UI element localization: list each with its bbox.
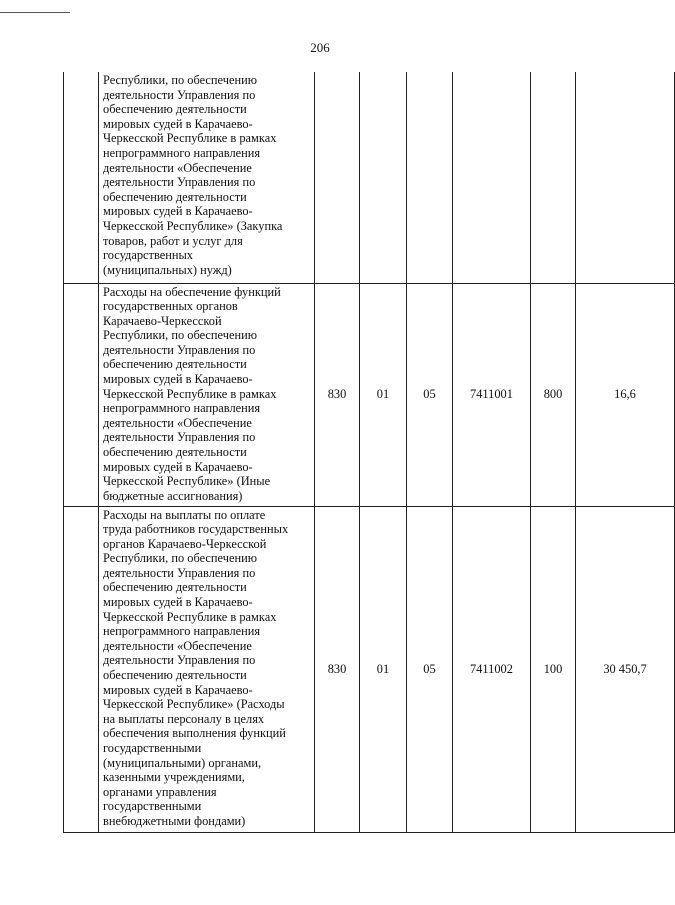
table-row xyxy=(64,506,675,832)
row-number-cell xyxy=(64,283,99,506)
table-row xyxy=(64,283,675,506)
expense-name-cell xyxy=(99,283,315,506)
subsection-code-cell xyxy=(407,72,453,283)
page-number: 206 xyxy=(310,40,330,55)
expense-name: Республики, по обеспечению деятельности Управления по обеспечению деятельности мировых судей в Карачаево- Черкесской Республике в рамках непрограммного направления деятельности «Обеспечение деятельности Управления по обеспечению деятельности мировых судей в Карачаево- Черкесской Республике» (Закупка товаров, работ и услуг для государственных (муниципальных) нужд) xyxy=(103,73,283,277)
admin-code-cell: 830 xyxy=(315,506,360,832)
subsection-code-cell: 05 xyxy=(407,283,453,506)
expense-name-cell xyxy=(99,72,315,283)
corner-rule xyxy=(0,12,70,13)
amount-cell: 30 450,7 xyxy=(576,506,675,832)
expense-name: Расходы на обеспечение функций государственных органов Карачаево-Черкесской Республики, по обеспечению деятельности Управления по обеспечению деятельности мировых судей в Карачаево- Черкесской Республике в рамках непрограммного направления деятельности «Обеспечение деятельности Управления по обеспечению деятельности мировых судей в Карачаево- Черкесской Республике» (Иные бюджетные ассигнования) xyxy=(103,284,281,503)
target-article-cell: 7411001 xyxy=(453,283,531,506)
expense-type-cell: 800 xyxy=(531,283,576,506)
expense-type-cell: 100 xyxy=(531,506,576,832)
expense-name: Расходы на выплаты по оплате труда работников государственных органов Карачаево-Черкесской Республики, по обеспечению деятельности Управления по обеспечению деятельности мировых судей в Карачаево- Черкесской Республике в рамках непрограммного направления деятельности «Обеспечение деятельности Управления по обеспечению деятельности мировых судей в Карачаево- Черкесской Республике» (Расходы на выплаты персоналу в целях обеспечения выполнения функций государственными (муниципальными) органами, казенными учреждениями, органами управления государственными внебюджетными фондами) xyxy=(103,507,289,828)
expense-name-cell xyxy=(99,506,315,832)
admin-code-cell: 830 xyxy=(315,283,360,506)
row-number-cell xyxy=(64,506,99,832)
section-code-cell: 01 xyxy=(360,283,407,506)
row-number-cell xyxy=(64,72,99,283)
admin-code-cell xyxy=(315,72,360,283)
budget-table xyxy=(63,72,675,833)
expense-type-cell xyxy=(531,72,576,283)
section-code-cell: 01 xyxy=(360,506,407,832)
subsection-code-cell: 05 xyxy=(407,506,453,832)
target-article-cell xyxy=(453,72,531,283)
table-row xyxy=(64,72,675,283)
amount-cell: 16,6 xyxy=(576,283,675,506)
amount-cell xyxy=(576,72,675,283)
section-code-cell xyxy=(360,72,407,283)
target-article-cell: 7411002 xyxy=(453,506,531,832)
